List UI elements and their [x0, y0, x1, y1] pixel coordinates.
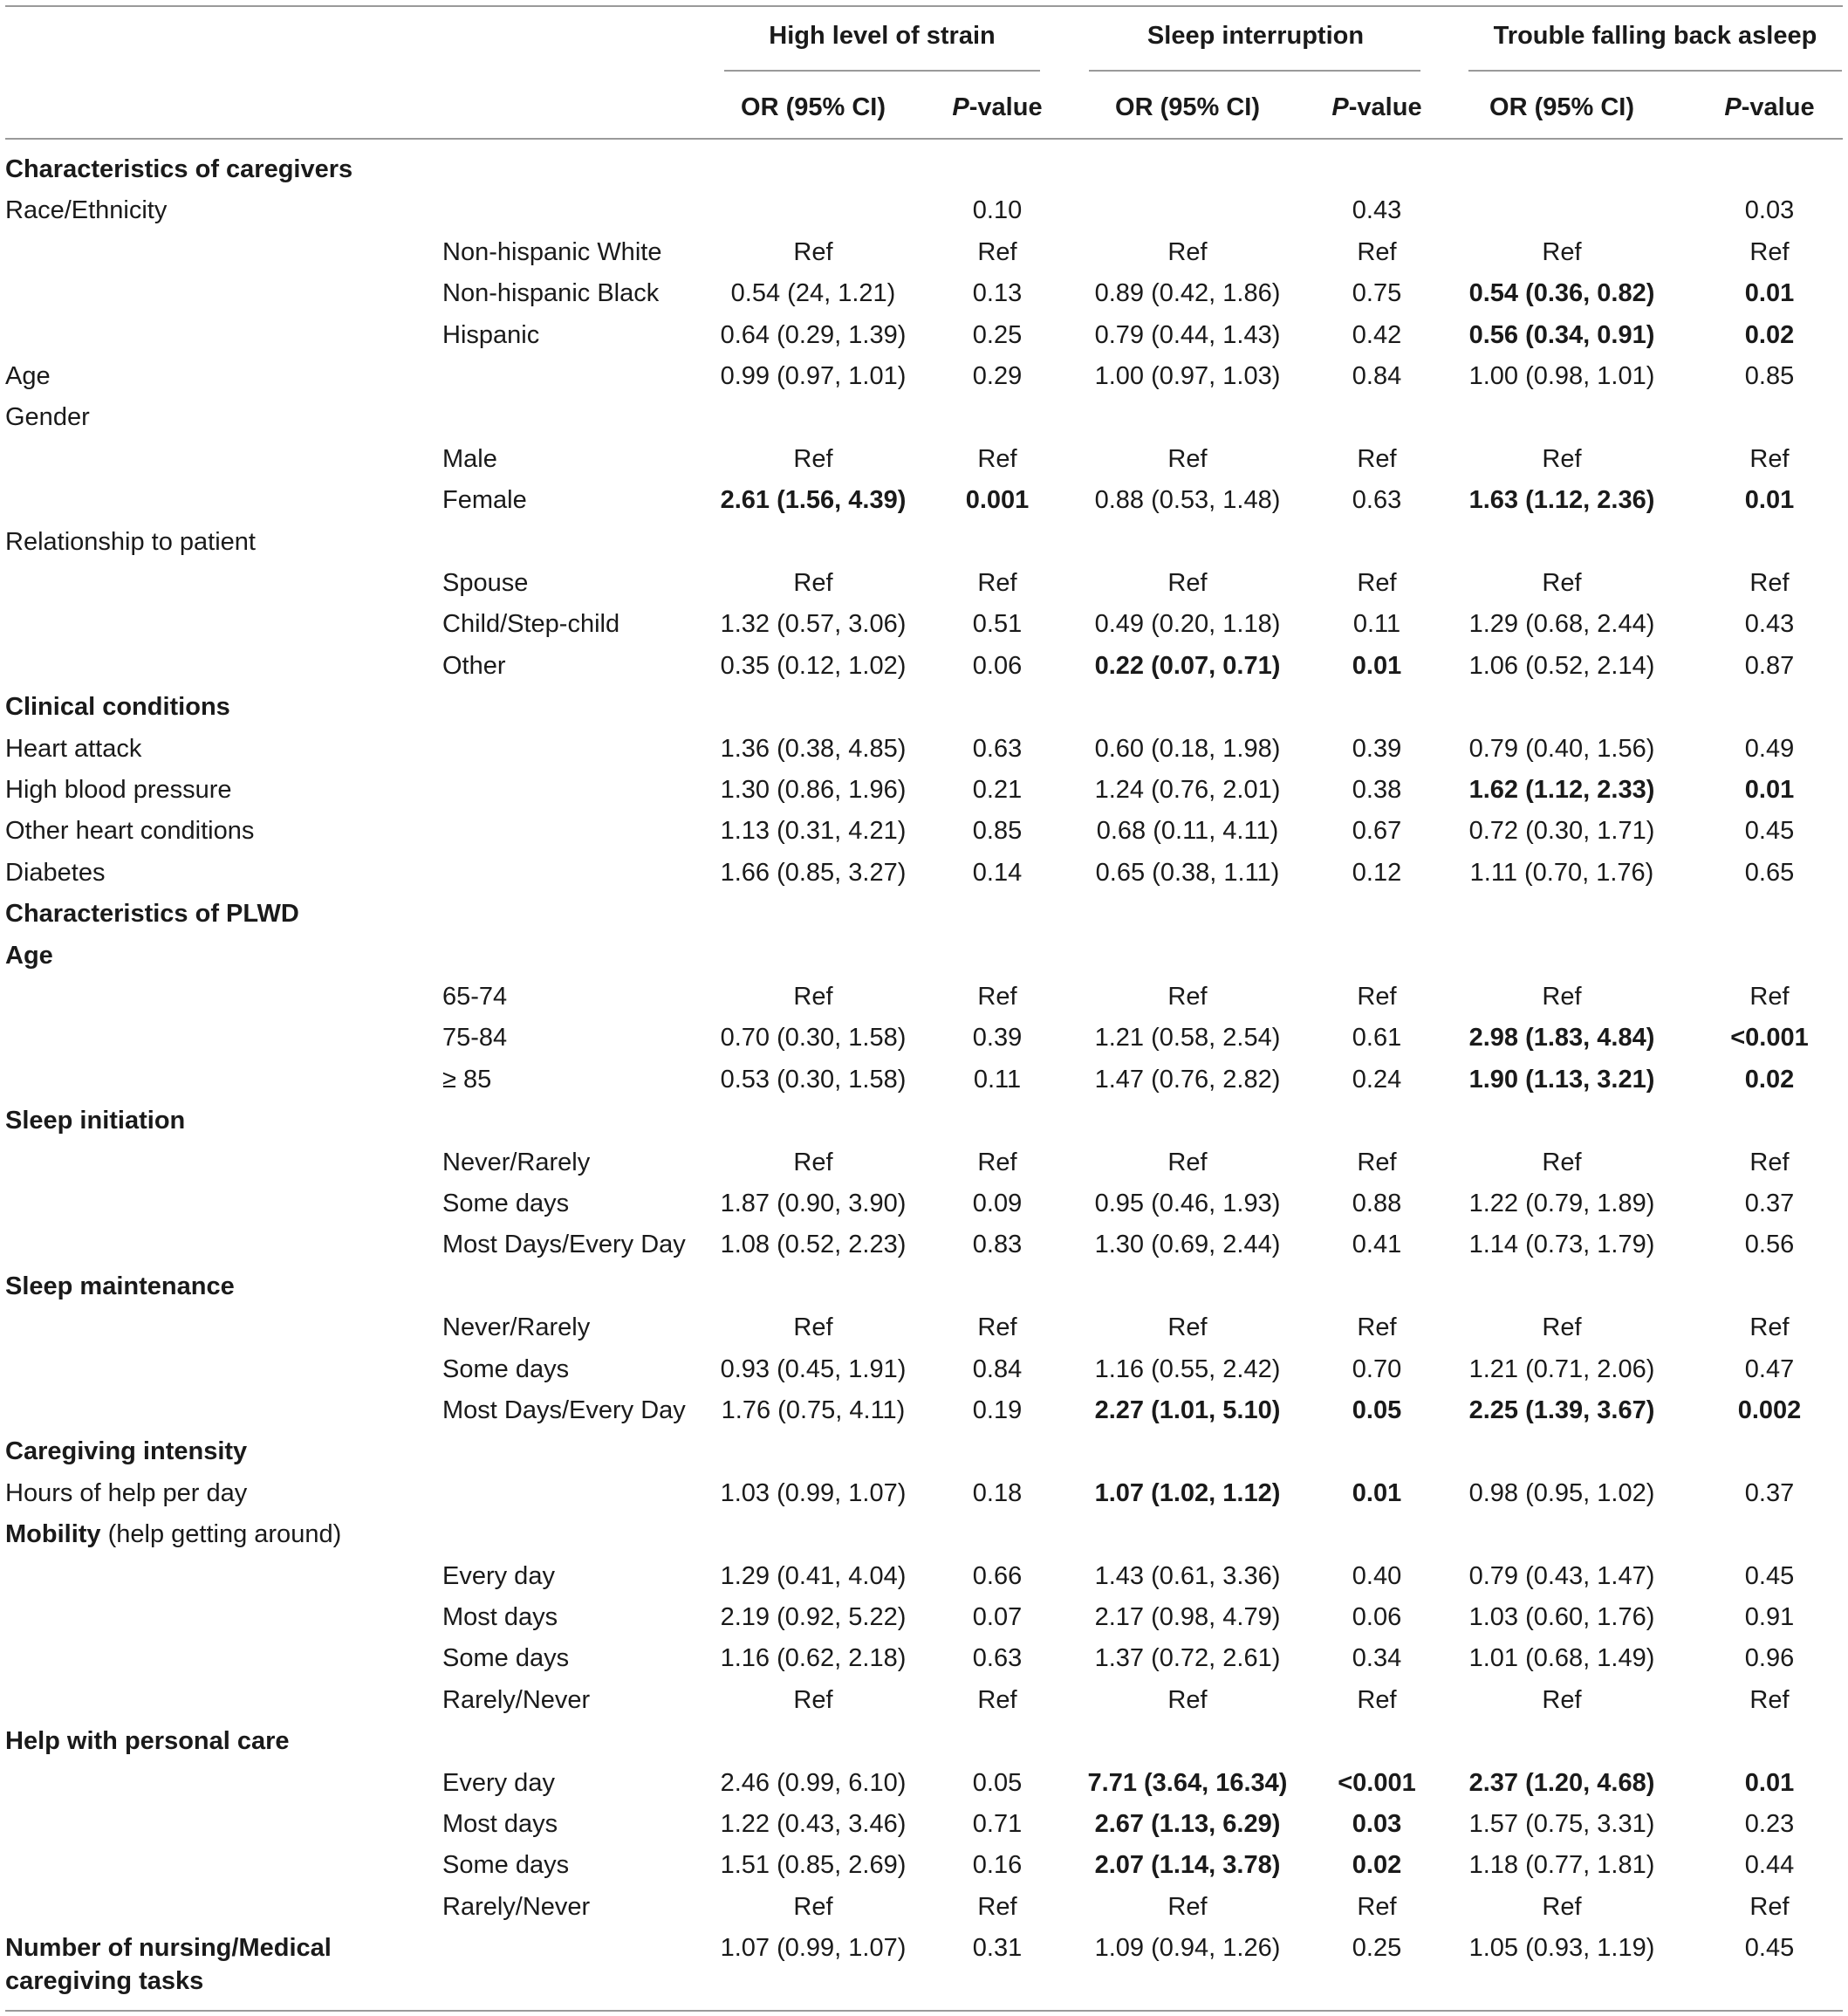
row-label [5, 772, 232, 807]
cell-or-interruption: 1.16 (0.55, 2.42) [1094, 1355, 1281, 1383]
cell-or-falling-back: 1.03 (0.60, 1.76) [1468, 1603, 1655, 1631]
cell-p-strain: 0.63 [972, 1644, 1023, 1672]
row-sublabel: ≥ 85 [442, 1066, 492, 1094]
cell-p-interruption: 0.84 [1352, 362, 1402, 390]
cell-p-falling-back: 0.37 [1744, 1190, 1795, 1217]
cell-or-interruption: 1.07 (1.02, 1.12) [1094, 1479, 1281, 1507]
row-sublabel: Male [442, 445, 497, 473]
row-sublabel: Rarely/Never [442, 1893, 591, 1921]
cell-p-falling-back: Ref [1749, 983, 1790, 1011]
group-rule-sleep-interruption [1089, 70, 1420, 72]
cell-or-falling-back: 1.05 (0.93, 1.19) [1468, 1934, 1655, 1962]
cell-p-strain: 0.06 [972, 652, 1023, 680]
row-sublabel: 75-84 [442, 1024, 508, 1052]
row-sublabel: Some days [442, 1644, 570, 1672]
cell-p-strain: 0.19 [972, 1396, 1023, 1424]
col-header-p-1: P-value [952, 93, 1043, 121]
row-label [5, 1724, 290, 1759]
cell-p-strain: 0.10 [972, 196, 1023, 224]
row-label-text: Caregiving intensity [5, 1437, 248, 1465]
row-sublabel: Child/Step-child [442, 610, 620, 638]
cell-p-interruption: 0.38 [1352, 776, 1402, 804]
row-label [5, 938, 53, 973]
cell-p-interruption: 0.61 [1352, 1024, 1402, 1052]
cell-p-strain: 0.001 [965, 486, 1030, 514]
cell-p-falling-back: 0.01 [1744, 279, 1795, 307]
cell-or-falling-back: Ref [1542, 1893, 1582, 1921]
cell-or-strain: Ref [793, 569, 833, 597]
cell-p-interruption: Ref [1357, 445, 1397, 473]
row-label-text: Number of nursing/Medical [5, 1934, 332, 1962]
cell-or-interruption: 0.68 (0.11, 4.11) [1096, 817, 1279, 845]
group-rule-strain [724, 70, 1040, 72]
row-sublabel: Most days [442, 1603, 558, 1631]
cell-or-strain: 0.70 (0.30, 1.58) [720, 1024, 907, 1052]
cell-or-interruption: Ref [1167, 983, 1208, 1011]
cell-p-falling-back: 0.87 [1744, 652, 1795, 680]
row-label [5, 1517, 341, 1552]
cell-or-strain: 1.51 (0.85, 2.69) [720, 1851, 907, 1879]
row-sublabel: Non-hispanic White [442, 238, 662, 266]
cell-or-strain: 0.35 (0.12, 1.02) [720, 652, 907, 680]
cell-p-falling-back: 0.44 [1744, 1851, 1795, 1879]
cell-p-strain: 0.07 [972, 1603, 1023, 1631]
row-label [5, 193, 167, 228]
cell-or-falling-back: 1.01 (0.68, 1.49) [1468, 1644, 1655, 1672]
cell-p-strain: 0.66 [972, 1562, 1023, 1590]
cell-or-strain: 2.19 (0.92, 5.22) [720, 1603, 907, 1631]
row-label-continued: caregiving tasks [5, 1967, 204, 1995]
cell-or-interruption: Ref [1167, 1149, 1208, 1176]
col-header-or-3: OR (95% CI) [1489, 93, 1634, 121]
cell-p-interruption: 0.34 [1352, 1644, 1402, 1672]
cell-p-strain: 0.21 [972, 776, 1023, 804]
cell-or-interruption: 1.21 (0.58, 2.54) [1094, 1024, 1281, 1052]
cell-p-interruption: 0.67 [1352, 817, 1402, 845]
row-label-text: Hours of help per day [5, 1479, 248, 1507]
row-label-text: Help with personal care [5, 1727, 290, 1755]
row-label-text: Race/Ethnicity [5, 196, 168, 224]
cell-or-interruption: 1.09 (0.94, 1.26) [1094, 1934, 1281, 1962]
row-sublabel: Female [442, 486, 527, 514]
row-label-text: Mobility [5, 1520, 101, 1548]
cell-p-falling-back: 0.96 [1744, 1644, 1795, 1672]
row-sublabel: Hispanic [442, 321, 540, 349]
cell-or-strain: 1.07 (0.99, 1.07) [720, 1934, 907, 1962]
row-sublabel: Other [442, 652, 506, 680]
row-label-text: Gender [5, 403, 90, 431]
cell-p-falling-back: 0.02 [1744, 321, 1795, 349]
row-sublabel: Non-hispanic Black [442, 279, 660, 307]
row-sublabel: Most Days/Every Day [442, 1231, 686, 1258]
cell-or-interruption: 7.71 (3.64, 16.34) [1087, 1769, 1288, 1797]
cell-or-strain: 0.93 (0.45, 1.91) [720, 1355, 907, 1383]
cell-or-strain: 1.76 (0.75, 4.11) [721, 1396, 906, 1424]
cell-or-falling-back: 1.29 (0.68, 2.44) [1468, 610, 1655, 638]
cell-p-interruption: 0.24 [1352, 1066, 1402, 1094]
cell-p-strain: 0.83 [972, 1231, 1023, 1258]
row-label [5, 1434, 247, 1469]
cell-or-interruption: Ref [1167, 1313, 1208, 1341]
cell-or-strain: 0.99 (0.97, 1.01) [720, 362, 907, 390]
cell-p-strain: 0.51 [972, 610, 1023, 638]
cell-p-falling-back: 0.01 [1744, 1769, 1795, 1797]
cell-or-falling-back: 1.22 (0.79, 1.89) [1468, 1190, 1655, 1217]
cell-or-interruption: 1.24 (0.76, 2.01) [1094, 776, 1281, 804]
row-label [5, 152, 352, 187]
cell-p-strain: 0.14 [972, 859, 1023, 887]
cell-p-interruption: 0.70 [1352, 1355, 1402, 1383]
cell-p-strain: 0.63 [972, 735, 1023, 763]
col-header-p-2: P-value [1331, 93, 1422, 121]
cell-or-strain: 2.46 (0.99, 6.10) [720, 1769, 907, 1797]
cell-or-strain: Ref [793, 983, 833, 1011]
cell-p-interruption: 0.11 [1352, 610, 1401, 638]
cell-or-interruption: Ref [1167, 1686, 1208, 1714]
cell-or-strain: 1.30 (0.86, 1.96) [720, 776, 907, 804]
cell-p-falling-back: 0.45 [1744, 1562, 1795, 1590]
cell-or-falling-back: 2.98 (1.83, 4.84) [1468, 1024, 1655, 1052]
cell-or-interruption: 1.47 (0.76, 2.82) [1094, 1066, 1281, 1094]
cell-or-falling-back: 0.56 (0.34, 0.91) [1468, 321, 1655, 349]
cell-p-interruption: 0.01 [1352, 1479, 1402, 1507]
row-label [5, 855, 105, 890]
row-sublabel: Some days [442, 1190, 570, 1217]
cell-or-strain: 1.03 (0.99, 1.07) [720, 1479, 907, 1507]
cell-or-falling-back: 1.63 (1.12, 2.36) [1468, 486, 1655, 514]
row-label [5, 689, 230, 724]
cell-or-falling-back: 1.90 (1.13, 3.21) [1468, 1066, 1655, 1094]
cell-p-strain: 0.13 [972, 279, 1023, 307]
cell-p-falling-back: 0.85 [1744, 362, 1795, 390]
cell-or-strain: 1.36 (0.38, 4.85) [720, 735, 907, 763]
cell-or-interruption: 2.07 (1.14, 3.78) [1094, 1851, 1281, 1879]
cell-p-falling-back: 0.37 [1744, 1479, 1795, 1507]
cell-or-strain: Ref [793, 445, 833, 473]
row-sublabel: Most Days/Every Day [442, 1396, 686, 1424]
cell-or-interruption: Ref [1167, 569, 1208, 597]
row-sublabel: Some days [442, 1355, 570, 1383]
row-label-text: Sleep initiation [5, 1107, 186, 1135]
cell-or-interruption: 0.60 (0.18, 1.98) [1094, 735, 1281, 763]
cell-p-interruption: 0.43 [1352, 196, 1402, 224]
row-label [5, 1476, 247, 1511]
col-header-or-1: OR (95% CI) [741, 93, 886, 121]
cell-or-interruption: 0.88 (0.53, 1.48) [1094, 486, 1281, 514]
row-label [5, 400, 90, 435]
cell-or-interruption: Ref [1167, 238, 1208, 266]
cell-or-falling-back: Ref [1542, 569, 1582, 597]
row-sublabel: Spouse [442, 569, 529, 597]
cell-or-strain: Ref [793, 238, 833, 266]
cell-or-falling-back: 0.79 (0.43, 1.47) [1468, 1562, 1655, 1590]
cell-p-strain: 0.25 [972, 321, 1023, 349]
cell-p-falling-back: 0.01 [1744, 776, 1795, 804]
cell-p-interruption: 0.41 [1352, 1231, 1402, 1258]
cell-p-interruption: Ref [1357, 1686, 1397, 1714]
cell-p-interruption: 0.40 [1352, 1562, 1402, 1590]
cell-or-interruption: Ref [1167, 1893, 1208, 1921]
row-sublabel: 65-74 [442, 983, 508, 1011]
table-bottom-rule [5, 2010, 1843, 2012]
cell-p-interruption: 0.75 [1352, 279, 1402, 307]
cell-or-falling-back: 1.18 (0.77, 1.81) [1468, 1851, 1655, 1879]
cell-or-falling-back: Ref [1542, 1149, 1582, 1176]
cell-p-interruption: 0.03 [1352, 1810, 1402, 1838]
cell-p-falling-back: 0.01 [1744, 486, 1795, 514]
cell-p-falling-back: 0.03 [1744, 196, 1795, 224]
cell-p-falling-back: Ref [1749, 1686, 1790, 1714]
cell-p-falling-back: Ref [1749, 569, 1790, 597]
cell-or-falling-back: 1.62 (1.12, 2.33) [1468, 776, 1655, 804]
cell-p-falling-back: 0.45 [1744, 817, 1795, 845]
cell-p-falling-back: 0.56 [1744, 1231, 1795, 1258]
row-label-text: Other heart conditions [5, 817, 255, 845]
cell-p-strain: 0.31 [972, 1934, 1023, 1962]
row-label [5, 359, 51, 394]
cell-p-interruption: 0.25 [1352, 1934, 1402, 1962]
cell-or-falling-back: 0.54 (0.36, 0.82) [1468, 279, 1655, 307]
cell-or-falling-back: 0.98 (0.95, 1.02) [1468, 1479, 1655, 1507]
cell-or-strain: 1.32 (0.57, 3.06) [720, 610, 907, 638]
cell-or-interruption: 1.30 (0.69, 2.44) [1094, 1231, 1281, 1258]
cell-or-strain: 1.22 (0.43, 3.46) [720, 1810, 907, 1838]
cell-or-interruption: 1.43 (0.61, 3.36) [1094, 1562, 1281, 1590]
cell-or-falling-back: Ref [1542, 238, 1582, 266]
cell-or-strain: Ref [793, 1686, 833, 1714]
cell-p-falling-back: 0.23 [1744, 1810, 1795, 1838]
cell-p-strain: 0.09 [972, 1190, 1023, 1217]
cell-p-strain: Ref [977, 238, 1017, 266]
row-label [5, 1103, 185, 1138]
row-label-text: Characteristics of caregivers [5, 155, 353, 183]
cell-p-falling-back: Ref [1749, 238, 1790, 266]
row-label-text: Age [5, 362, 51, 390]
cell-or-falling-back: 2.25 (1.39, 3.67) [1468, 1396, 1655, 1424]
cell-p-strain: 0.18 [972, 1479, 1023, 1507]
cell-or-interruption: 1.00 (0.97, 1.03) [1094, 362, 1281, 390]
row-label [5, 525, 256, 559]
cell-or-falling-back: 2.37 (1.20, 4.68) [1468, 1769, 1655, 1797]
cell-p-strain: Ref [977, 1313, 1017, 1341]
cell-p-falling-back: Ref [1749, 1893, 1790, 1921]
cell-p-interruption: Ref [1357, 1149, 1397, 1176]
row-label [5, 813, 254, 848]
cell-or-falling-back: Ref [1542, 1313, 1582, 1341]
cell-p-falling-back: 0.65 [1744, 859, 1795, 887]
col-header-or-2: OR (95% CI) [1115, 93, 1260, 121]
group-rule-falling-back-asleep [1468, 70, 1842, 72]
cell-or-interruption: 1.37 (0.72, 2.61) [1094, 1644, 1281, 1672]
cell-p-interruption: 0.42 [1352, 321, 1402, 349]
cell-or-falling-back: 0.72 (0.30, 1.71) [1468, 817, 1655, 845]
header-bottom-rule [5, 138, 1843, 140]
cell-or-strain: 1.13 (0.31, 4.21) [720, 817, 907, 845]
cell-p-strain: 0.71 [972, 1810, 1023, 1838]
cell-or-falling-back: 1.14 (0.73, 1.79) [1468, 1231, 1655, 1258]
group-header-falling-back-asleep: Trouble falling back asleep [1493, 22, 1817, 50]
cell-p-falling-back: 0.47 [1744, 1355, 1795, 1383]
cell-p-strain: 0.16 [972, 1851, 1023, 1879]
cell-p-interruption: 0.12 [1352, 859, 1402, 887]
row-sublabel: Never/Rarely [442, 1149, 591, 1176]
cell-or-strain: Ref [793, 1313, 833, 1341]
cell-or-strain: 1.87 (0.90, 3.90) [720, 1190, 907, 1217]
cell-p-strain: 0.85 [972, 817, 1023, 845]
cell-or-strain: 0.54 (24, 1.21) [730, 279, 896, 307]
cell-p-falling-back: 0.91 [1744, 1603, 1795, 1631]
cell-p-interruption: Ref [1357, 569, 1397, 597]
cell-p-interruption: 0.88 [1352, 1190, 1402, 1217]
cell-or-interruption: Ref [1167, 445, 1208, 473]
cell-or-strain: 1.16 (0.62, 2.18) [720, 1644, 907, 1672]
row-label [5, 1269, 235, 1304]
row-label-text: Clinical conditions [5, 693, 230, 721]
cell-or-falling-back: 1.06 (0.52, 2.14) [1468, 652, 1655, 680]
cell-or-interruption: 2.17 (0.98, 4.79) [1094, 1603, 1281, 1631]
group-header-strain: High level of strain [769, 22, 996, 50]
cell-p-falling-back: 0.02 [1744, 1066, 1795, 1094]
cell-p-falling-back: Ref [1749, 1313, 1790, 1341]
cell-p-strain: Ref [977, 983, 1017, 1011]
row-sublabel: Every day [442, 1562, 555, 1590]
row-label [5, 1930, 332, 1965]
cell-or-interruption: 0.79 (0.44, 1.43) [1094, 321, 1281, 349]
row-label-text: High blood pressure [5, 776, 232, 804]
cell-or-interruption: 0.22 (0.07, 0.71) [1094, 652, 1281, 680]
cell-or-falling-back: Ref [1542, 1686, 1582, 1714]
row-label [5, 731, 141, 766]
cell-or-falling-back: 1.21 (0.71, 2.06) [1468, 1355, 1655, 1383]
row-sublabel: Some days [442, 1851, 570, 1879]
cell-or-interruption: 0.65 (0.38, 1.11) [1095, 859, 1280, 887]
cell-or-falling-back: Ref [1542, 445, 1582, 473]
cell-p-falling-back: Ref [1749, 445, 1790, 473]
col-header-p-3: P-value [1724, 93, 1815, 121]
cell-p-interruption: Ref [1357, 1313, 1397, 1341]
table-top-rule [5, 5, 1843, 7]
row-sublabel: Most days [442, 1810, 558, 1838]
row-label-text: Characteristics of PLWD [5, 900, 299, 928]
cell-p-interruption: 0.01 [1352, 652, 1402, 680]
cell-p-falling-back: 0.49 [1744, 735, 1795, 763]
group-header-sleep-interruption: Sleep interruption [1146, 22, 1365, 50]
cell-or-interruption: 2.67 (1.13, 6.29) [1094, 1810, 1281, 1838]
cell-p-strain: Ref [977, 445, 1017, 473]
cell-or-falling-back: 1.57 (0.75, 3.31) [1468, 1810, 1655, 1838]
cell-or-interruption: 0.89 (0.42, 1.86) [1094, 279, 1281, 307]
cell-or-falling-back: 0.79 (0.40, 1.56) [1468, 735, 1655, 763]
cell-p-interruption: Ref [1357, 1893, 1397, 1921]
cell-or-strain: 2.61 (1.56, 4.39) [720, 486, 907, 514]
cell-p-falling-back: <0.001 [1730, 1024, 1809, 1052]
cell-p-strain: Ref [977, 1149, 1017, 1176]
cell-or-strain: Ref [793, 1149, 833, 1176]
cell-p-strain: Ref [977, 1893, 1017, 1921]
cell-or-interruption: 0.49 (0.20, 1.18) [1094, 610, 1281, 638]
row-label-text: Relationship to patient [5, 528, 256, 556]
cell-p-strain: 0.11 [973, 1066, 1022, 1094]
row-label [5, 896, 299, 931]
cell-p-interruption: 0.63 [1352, 486, 1402, 514]
cell-p-strain: 0.39 [972, 1024, 1023, 1052]
cell-or-strain: 0.64 (0.29, 1.39) [720, 321, 907, 349]
cell-p-strain: 0.05 [972, 1769, 1023, 1797]
row-label-text: Diabetes [5, 859, 106, 887]
cell-or-strain: 1.08 (0.52, 2.23) [720, 1231, 907, 1258]
row-label-text: Sleep maintenance [5, 1272, 235, 1300]
cell-p-strain: 0.29 [972, 362, 1023, 390]
row-sublabel: Every day [442, 1769, 555, 1797]
cell-or-strain: 1.29 (0.41, 4.04) [720, 1562, 907, 1590]
cell-p-interruption: <0.001 [1338, 1769, 1416, 1797]
cell-p-strain: Ref [977, 1686, 1017, 1714]
cell-p-interruption: 0.39 [1352, 735, 1402, 763]
row-label-suffix: (help getting around) [100, 1520, 342, 1548]
cell-or-strain: 1.66 (0.85, 3.27) [720, 859, 907, 887]
cell-or-falling-back: Ref [1542, 983, 1582, 1011]
cell-p-interruption: 0.06 [1352, 1603, 1402, 1631]
cell-p-interruption: 0.05 [1352, 1396, 1402, 1424]
cell-p-falling-back: 0.45 [1744, 1934, 1795, 1962]
cell-p-strain: 0.84 [972, 1355, 1023, 1383]
cell-or-interruption: 0.95 (0.46, 1.93) [1094, 1190, 1281, 1217]
cell-or-falling-back: 1.00 (0.98, 1.01) [1468, 362, 1655, 390]
cell-p-strain: Ref [977, 569, 1017, 597]
cell-p-interruption: Ref [1357, 238, 1397, 266]
cell-or-interruption: 2.27 (1.01, 5.10) [1094, 1396, 1281, 1424]
cell-p-falling-back: 0.43 [1744, 610, 1795, 638]
row-sublabel: Rarely/Never [442, 1686, 591, 1714]
cell-p-interruption: Ref [1357, 983, 1397, 1011]
cell-p-falling-back: 0.002 [1737, 1396, 1802, 1424]
row-label-text: Age [5, 942, 53, 970]
row-label-text: Heart attack [5, 735, 142, 763]
cell-or-strain: 0.53 (0.30, 1.58) [720, 1066, 907, 1094]
cell-or-falling-back: 1.11 (0.70, 1.76) [1469, 859, 1654, 887]
cell-p-interruption: 0.02 [1352, 1851, 1402, 1879]
row-sublabel: Never/Rarely [442, 1313, 591, 1341]
cell-or-strain: Ref [793, 1893, 833, 1921]
cell-p-falling-back: Ref [1749, 1149, 1790, 1176]
